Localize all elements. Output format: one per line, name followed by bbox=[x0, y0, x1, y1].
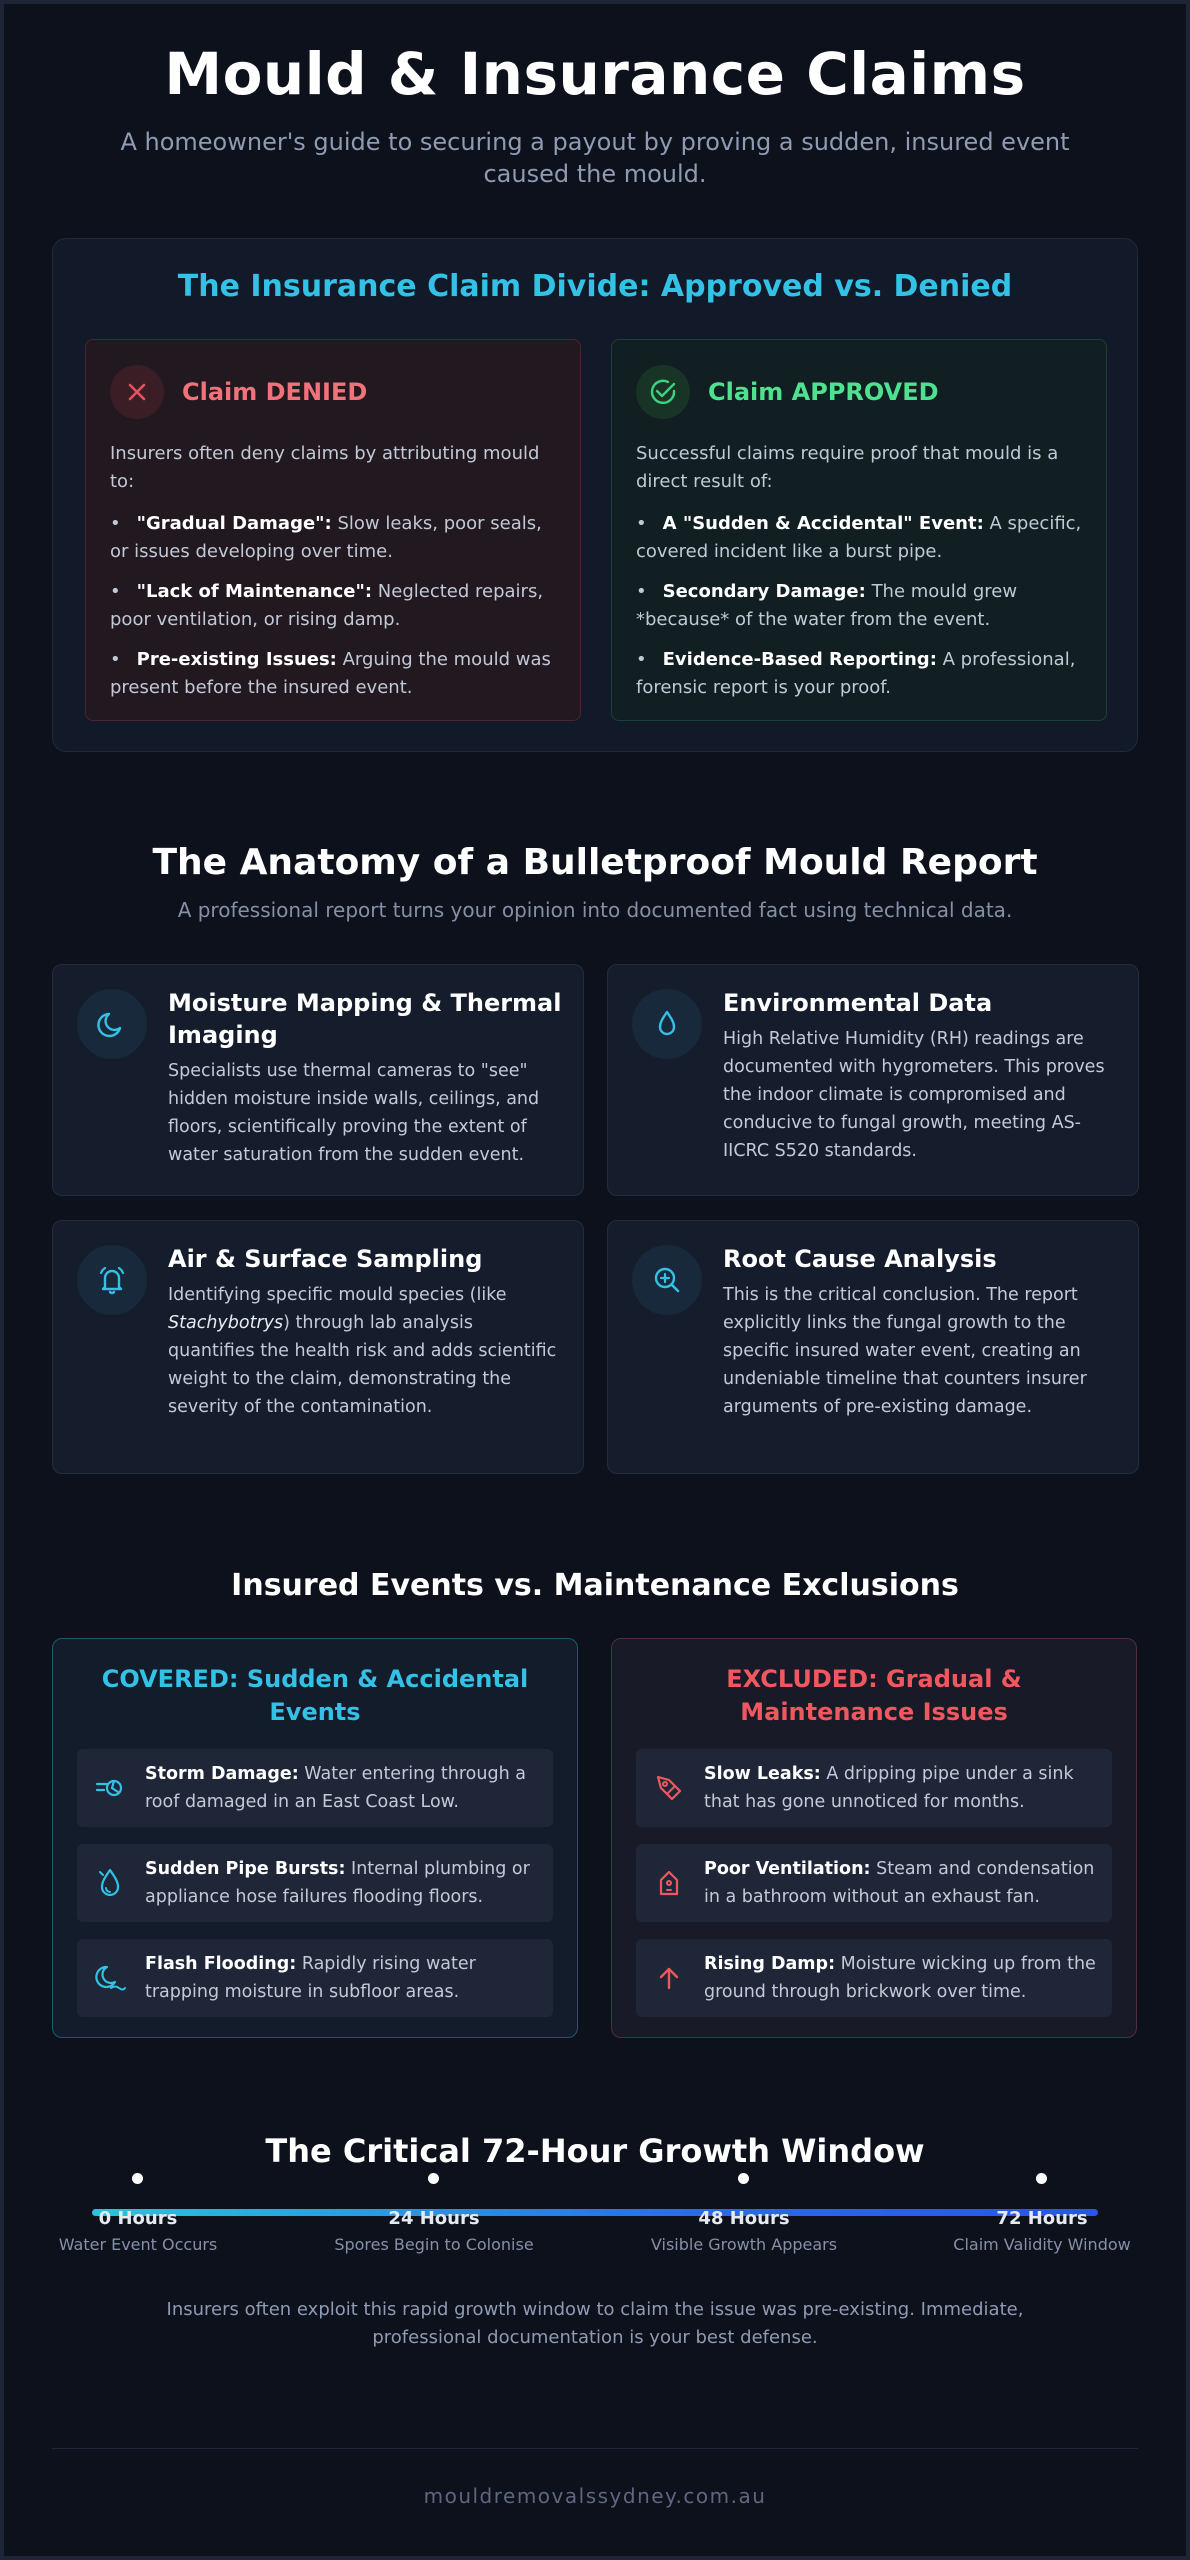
claim-denied-intro: Insurers often deny claims by attributing mould to: bbox=[110, 443, 540, 492]
timeline-dot bbox=[1036, 2173, 1047, 2184]
covered-title: COVERED: Sudden & Accidental Events bbox=[101, 1665, 529, 1726]
claim-denied-list bbox=[110, 510, 556, 702]
list-item: Sudden Pipe Bursts: Internal plumbing or appliance hose failures flooding floors. bbox=[77, 1844, 553, 1922]
excluded-title: EXCLUDED: Gradual & Maintenance Issues bbox=[726, 1665, 1022, 1726]
timeline-caption: Claim Validity Window bbox=[953, 2235, 1131, 2254]
coverage-title: Insured Events vs. Maintenance Exclusions bbox=[231, 1568, 959, 1603]
timeline-label: 48 Hours bbox=[698, 2208, 790, 2229]
card-title: Air & Surface Sampling bbox=[168, 1245, 483, 1273]
claim-divide-title: The Insurance Claim Divide: Approved vs. Denied bbox=[177, 269, 1013, 304]
timeline-dot bbox=[428, 2173, 439, 2184]
arrow-up-icon bbox=[646, 1961, 692, 1995]
claim-denied-title: Claim DENIED bbox=[182, 378, 368, 406]
covered-events-panel bbox=[52, 1638, 578, 2038]
claim-divide-panel bbox=[52, 238, 1138, 752]
list-item: Poor Ventilation: Steam and condensation in a bathroom without an exhaust fan. bbox=[636, 1844, 1112, 1922]
claim-approved-title: Claim APPROVED bbox=[708, 378, 939, 406]
timeline-caption: Water Event Occurs bbox=[58, 2235, 218, 2254]
flood-icon bbox=[87, 1961, 133, 1995]
list-item: Flash Flooding: Rapidly rising water trapping moisture in subfloor areas. bbox=[77, 1939, 553, 2017]
timeline-dot bbox=[738, 2173, 749, 2184]
tag-icon bbox=[646, 1771, 692, 1805]
zoom-in-icon bbox=[632, 1245, 702, 1315]
pipe-burst-icon bbox=[87, 1866, 133, 1900]
bell-icon bbox=[77, 1245, 147, 1315]
excluded-issues-panel bbox=[611, 1638, 1137, 2038]
card-body: Specialists use thermal cameras to "see" hidden moisture inside walls, ceilings, and floors, scientifically proving the extent of water saturation from the sudden event. bbox=[168, 1061, 540, 1165]
list-item: Storm Damage: Water entering through a roof damaged in an East Coast Low. bbox=[77, 1749, 553, 1827]
list-item: Rising Damp: Moisture wicking up from the ground through brickwork over time. bbox=[636, 1939, 1112, 2017]
page-title: Mould & Insurance Claims bbox=[164, 40, 1026, 108]
list-item: • Pre-existing Issues: Arguing the mould was present before the insured event. bbox=[110, 649, 551, 698]
list-item: • "Gradual Damage": Slow leaks, poor seals, or issues developing over time. bbox=[110, 513, 542, 562]
timeline-caption: Spores Begin to Colonise bbox=[334, 2235, 534, 2254]
timeline-title: The Critical 72-Hour Growth Window bbox=[265, 2132, 925, 2170]
claim-approved-card bbox=[611, 339, 1107, 721]
claim-approved-intro: Successful claims require proof that mould is a direct result of: bbox=[636, 443, 1059, 492]
list-item: Slow Leaks: A dripping pipe under a sink that has gone unnoticed for months. bbox=[636, 1749, 1112, 1827]
moon-icon bbox=[77, 989, 147, 1059]
check-circle-icon bbox=[636, 365, 690, 419]
report-card-environmental bbox=[607, 964, 1139, 1196]
report-card-sampling bbox=[52, 1220, 584, 1474]
house-icon bbox=[646, 1866, 692, 1900]
x-icon bbox=[110, 365, 164, 419]
card-body: Identifying specific mould species (like Stachybotrys) through lab analysis quantifies the health risk and adds scientific weight to the claim, demonstrating the severity of the contamination. bbox=[168, 1285, 557, 1417]
list-item: • Secondary Damage: The mould grew *because* of the water from the event. bbox=[636, 581, 1018, 630]
anatomy-subtitle: A professional report turns your opinion into documented fact using technical data. bbox=[177, 898, 1013, 922]
card-body: This is the critical conclusion. The report explicitly links the fungal growth to the specific insured water event, creating an undeniable timeline that counters insurer arguments of pre-existing damage. bbox=[723, 1285, 1087, 1417]
droplet-icon bbox=[632, 989, 702, 1059]
claim-denied-card bbox=[85, 339, 581, 721]
card-title: Moisture Mapping & Thermal Imaging bbox=[168, 989, 562, 1049]
list-item: • "Lack of Maintenance": Neglected repairs, poor ventilation, or rising damp. bbox=[110, 581, 544, 630]
card-title: Root Cause Analysis bbox=[723, 1245, 997, 1273]
footer-domain: mouldremovalssydney.com.au bbox=[423, 2484, 767, 2508]
timeline-label: 24 Hours bbox=[388, 2208, 480, 2229]
card-body: High Relative Humidity (RH) readings are documented with hygrometers. This proves the indoor climate is compromised and conducive to fungal growth, meeting AS-IICRC S520 standards. bbox=[723, 1029, 1105, 1161]
timeline-note: Insurers often exploit this rapid growth window to claim the issue was pre-existing. Immediate, professional documentation is your best defense. bbox=[166, 2299, 1024, 2348]
report-card-root-cause bbox=[607, 1220, 1139, 1474]
timeline-label: 72 Hours bbox=[996, 2208, 1088, 2229]
divider bbox=[52, 2448, 1138, 2449]
claim-approved-list bbox=[636, 510, 1082, 702]
timeline-label: 0 Hours bbox=[98, 2208, 178, 2229]
report-card-moisture bbox=[52, 964, 584, 1196]
anatomy-title: The Anatomy of a Bulletproof Mould Report bbox=[152, 842, 1038, 883]
page-subtitle: A homeowner's guide to securing a payout by proving a sudden, insured event caused the mould. bbox=[120, 128, 1070, 188]
wind-icon bbox=[87, 1771, 133, 1805]
card-title: Environmental Data bbox=[723, 989, 993, 1017]
timeline-dot bbox=[132, 2173, 143, 2184]
list-item: • A "Sudden & Accidental" Event: A specific, covered incident like a burst pipe. bbox=[636, 513, 1082, 562]
list-item: • Evidence-Based Reporting: A professional, forensic report is your proof. bbox=[636, 649, 1076, 698]
timeline-caption: Visible Growth Appears bbox=[650, 2235, 838, 2254]
